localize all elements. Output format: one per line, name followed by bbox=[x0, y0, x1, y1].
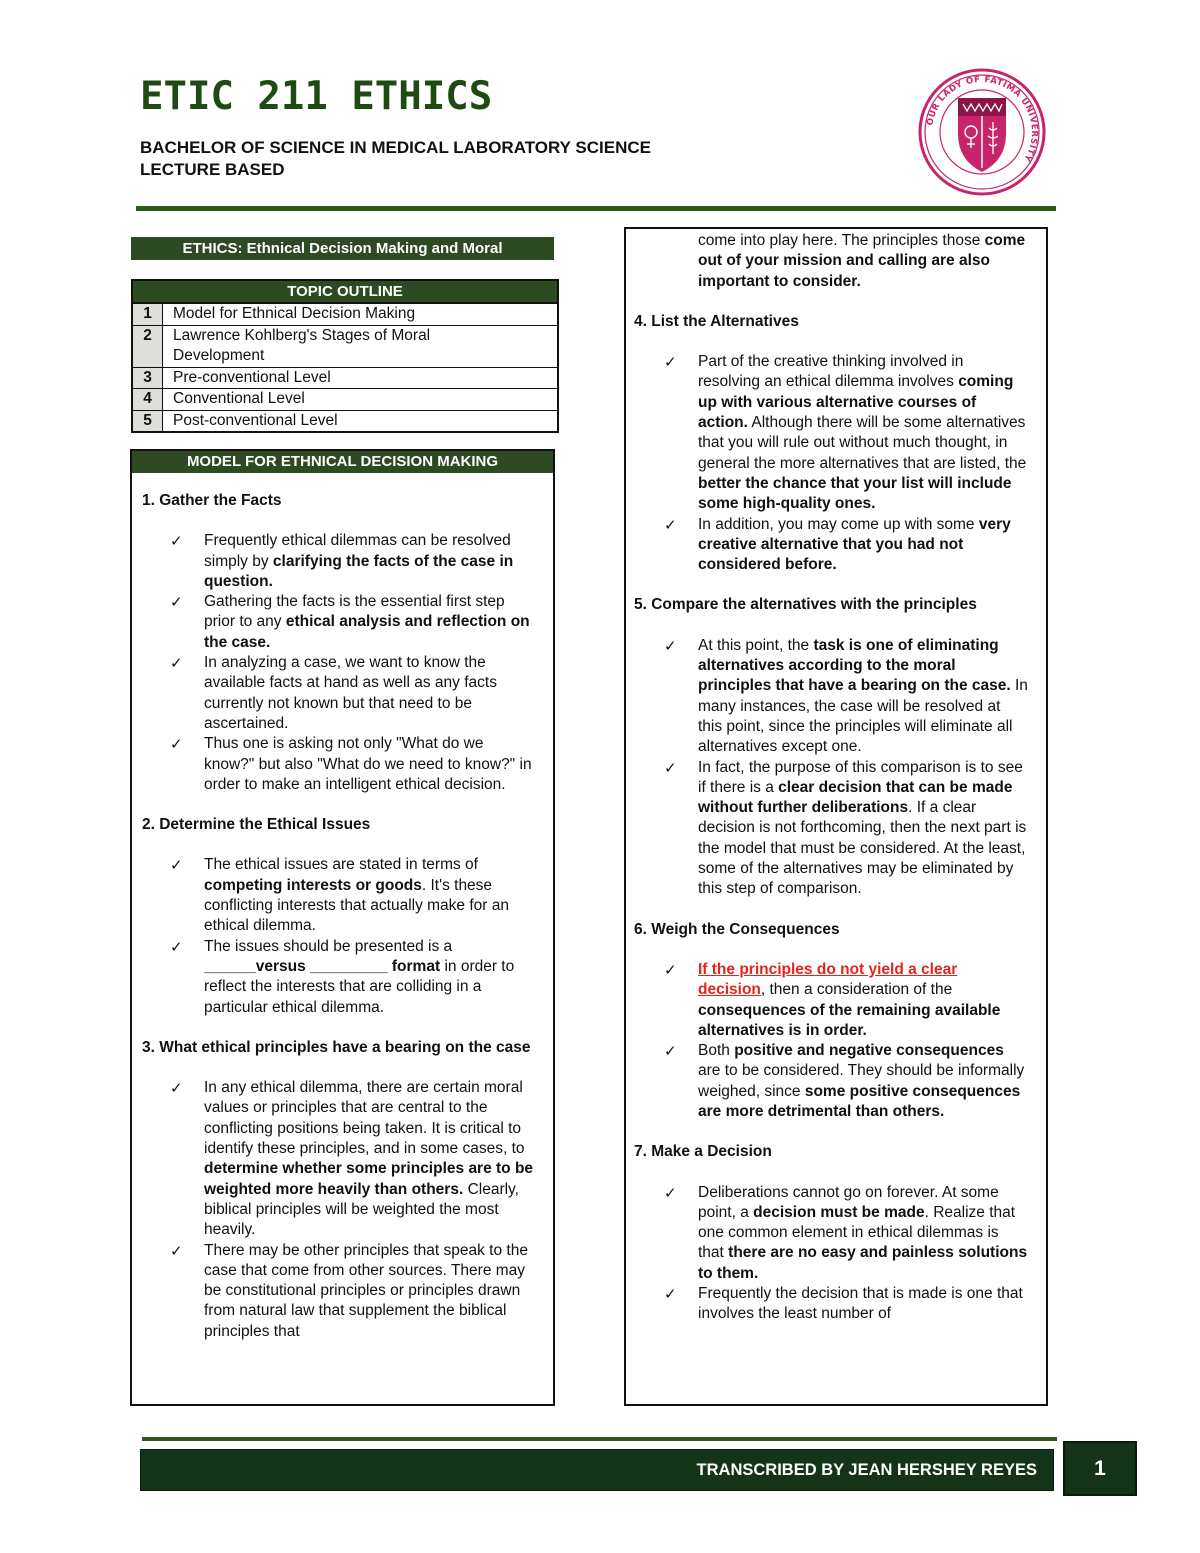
bullet-item: ✓ There may be other principles that speak to the case that come from other sources. There may be constitutional principles or principles drawn from natural law that supplement the biblical principles that bbox=[170, 1241, 528, 1340]
outline-topic: Post-conventional Level bbox=[173, 411, 338, 429]
outline-number: 2 bbox=[133, 326, 163, 367]
continued-section-content bbox=[626, 229, 1046, 1325]
outline-number: 4 bbox=[133, 389, 163, 410]
bullet-item: ✓ Frequently the decision that is made is one that involves the least number of bbox=[664, 1285, 1023, 1323]
program-name: BACHELOR OF SCIENCE IN MEDICAL LABORATORY SCIENCE bbox=[140, 138, 651, 157]
checkmark-icon: ✓ bbox=[664, 636, 677, 655]
step-heading: 6. Weigh the Consequences bbox=[634, 920, 840, 938]
bullet-item: ✓ In analyzing a case, we want to know the available facts at hand as well as any facts currently not known but that need to be ascertained. bbox=[170, 654, 497, 732]
continued-section-box bbox=[624, 227, 1048, 1406]
bullet-item: ✓ If the principles do not yield a clear decision, then a consideration of the consequences of the remaining available alternatives is in order. bbox=[664, 960, 1001, 1039]
checkmark-icon: ✓ bbox=[170, 1241, 183, 1260]
checkmark-icon: ✓ bbox=[170, 593, 183, 612]
model-section-box bbox=[130, 449, 555, 1406]
footer-divider bbox=[142, 1437, 1057, 1441]
step-heading: 3. What ethical principles have a bearing on the case bbox=[142, 1038, 531, 1056]
bullet-item: ✓ In fact, the purpose of this comparison is to see if there is a clear decision that can be made without further deliberations. If a clear decision is not forthcoming, then the next part is the model that must be considered. At the least, some of the alternatives may be eliminated by this step of comparison. bbox=[664, 758, 1027, 898]
outline-topic: Lawrence Kohlberg's Stages of Moral Development bbox=[173, 326, 431, 364]
step-heading: 2. Determine the Ethical Issues bbox=[142, 816, 371, 834]
bullet-item: ✓ The issues should be presented is a ______versus _________ format in order to reflect the interests that are colliding in a particular ethical dilemma. bbox=[170, 937, 515, 1016]
outline-number: 5 bbox=[133, 411, 163, 432]
svg-text:OUR LADY OF FATIMA UNIVERSITY: OUR LADY OF FATIMA UNIVERSITY bbox=[925, 74, 1040, 164]
outline-topic: Model for Ethnical Decision Making bbox=[173, 305, 416, 322]
document-subtitle bbox=[140, 137, 651, 181]
bullet-item: ✓ In addition, you may come up with some very creative alternative that you had not considered before. bbox=[664, 515, 1011, 574]
transcriber-credit: TRANSCRIBED BY JEAN HERSHEY REYES bbox=[696, 1461, 1037, 1479]
outline-topic: Conventional Level bbox=[173, 390, 305, 407]
step-heading: 5. Compare the alternatives with the principles bbox=[634, 596, 977, 614]
bullet-item: ✓ At this point, the task is one of eliminating alternatives according to the moral principles that have a bearing on the case. In many instances, the case will be resolved at this point, since the principles will eliminate all alternatives except one. bbox=[664, 636, 1028, 756]
model-section-heading: MODEL FOR ETHNICAL DECISION MAKING bbox=[132, 451, 553, 473]
outline-row bbox=[133, 410, 557, 432]
highlighted-condition: If the principles do not yield a clear decision bbox=[698, 960, 958, 999]
document-title: ETIC 211 ETHICS bbox=[140, 74, 493, 119]
step-heading: 1. Gather the Facts bbox=[142, 492, 282, 509]
course-type: LECTURE BASED bbox=[140, 160, 285, 179]
outline-topic: Pre-conventional Level bbox=[173, 368, 331, 386]
topic-outline-heading: TOPIC OUTLINE bbox=[133, 281, 557, 303]
outline-row bbox=[133, 367, 557, 389]
university-seal-logo bbox=[918, 68, 1046, 196]
continued-text: come into play here. The principles those come out of your mission and calling are also important to consider. bbox=[698, 232, 1026, 290]
checkmark-icon: ✓ bbox=[170, 856, 183, 875]
checkmark-icon: ✓ bbox=[664, 515, 677, 534]
checkmark-icon: ✓ bbox=[170, 1079, 183, 1098]
checkmark-icon: ✓ bbox=[664, 1183, 677, 1202]
checkmark-icon: ✓ bbox=[170, 937, 183, 956]
outline-number: 3 bbox=[133, 368, 163, 389]
page-number-box bbox=[1063, 1441, 1137, 1496]
bullet-item: ✓ Gathering the facts is the essential first step prior to any ethical analysis and reflection on the case. bbox=[170, 593, 530, 651]
outline-row bbox=[133, 388, 557, 410]
checkmark-icon: ✓ bbox=[664, 758, 677, 777]
bullet-item: ✓ Deliberations cannot go on forever. At some point, a decision must be made. Realize that one common element in ethical dilemmas is that there are no easy and painless solutions to them. bbox=[664, 1183, 1028, 1282]
topic-outline-table bbox=[131, 279, 559, 433]
footer-bar bbox=[140, 1449, 1054, 1491]
checkmark-icon: ✓ bbox=[664, 1042, 677, 1061]
checkmark-icon: ✓ bbox=[664, 353, 677, 372]
bullet-item: ✓ Frequently ethical dilemmas can be resolved simply by clarifying the facts of the case in question. bbox=[170, 532, 514, 590]
step-heading: 7. Make a Decision bbox=[634, 1143, 772, 1161]
bullet-item: ✓ Part of the creative thinking involved in resolving an ethical dilemma involves coming up with various alternative courses of action. Although there will be some alternatives that you will rule out without much thought, in general the more alternatives that are listed, the better the chance that your list will include some high-quality ones. bbox=[664, 353, 1027, 513]
outline-row bbox=[133, 303, 557, 325]
header-divider bbox=[136, 206, 1056, 211]
checkmark-icon: ✓ bbox=[170, 654, 183, 673]
checkmark-icon: ✓ bbox=[170, 532, 183, 551]
outline-row bbox=[133, 325, 557, 367]
bullet-item: ✓ Thus one is asking not only "What do we know?" but also "What do we need to know?" in order to make an intelligent ethical decision. bbox=[170, 735, 532, 793]
outline-number: 1 bbox=[133, 304, 163, 325]
model-section-content bbox=[132, 473, 553, 1342]
bullet-item: ✓ In any ethical dilemma, there are certain moral values or principles that are central to the conflicting positions being taken. It is critical to identify these principles, and in some cases, to determine whether some principles are to be weighted more heavily than others. Clearly, biblical principles will be weighted the most heavily. bbox=[170, 1079, 534, 1239]
step-heading: 4. List the Alternatives bbox=[634, 312, 799, 330]
checkmark-icon: ✓ bbox=[664, 1285, 677, 1304]
checkmark-icon: ✓ bbox=[664, 960, 677, 979]
section-title-bar: ETHICS: Ethnical Decision Making and Moral bbox=[131, 237, 554, 260]
page-number: 1 bbox=[1094, 1457, 1106, 1480]
bullet-item: ✓ Both positive and negative consequences are to be considered. They should be informally weighed, since some positive consequences are more detrimental than others. bbox=[664, 1042, 1025, 1120]
bullet-item: ✓ The ethical issues are stated in terms of competing interests or goods. It's these conflicting interests that actually make for an ethical dilemma. bbox=[170, 856, 509, 935]
checkmark-icon: ✓ bbox=[170, 735, 183, 754]
